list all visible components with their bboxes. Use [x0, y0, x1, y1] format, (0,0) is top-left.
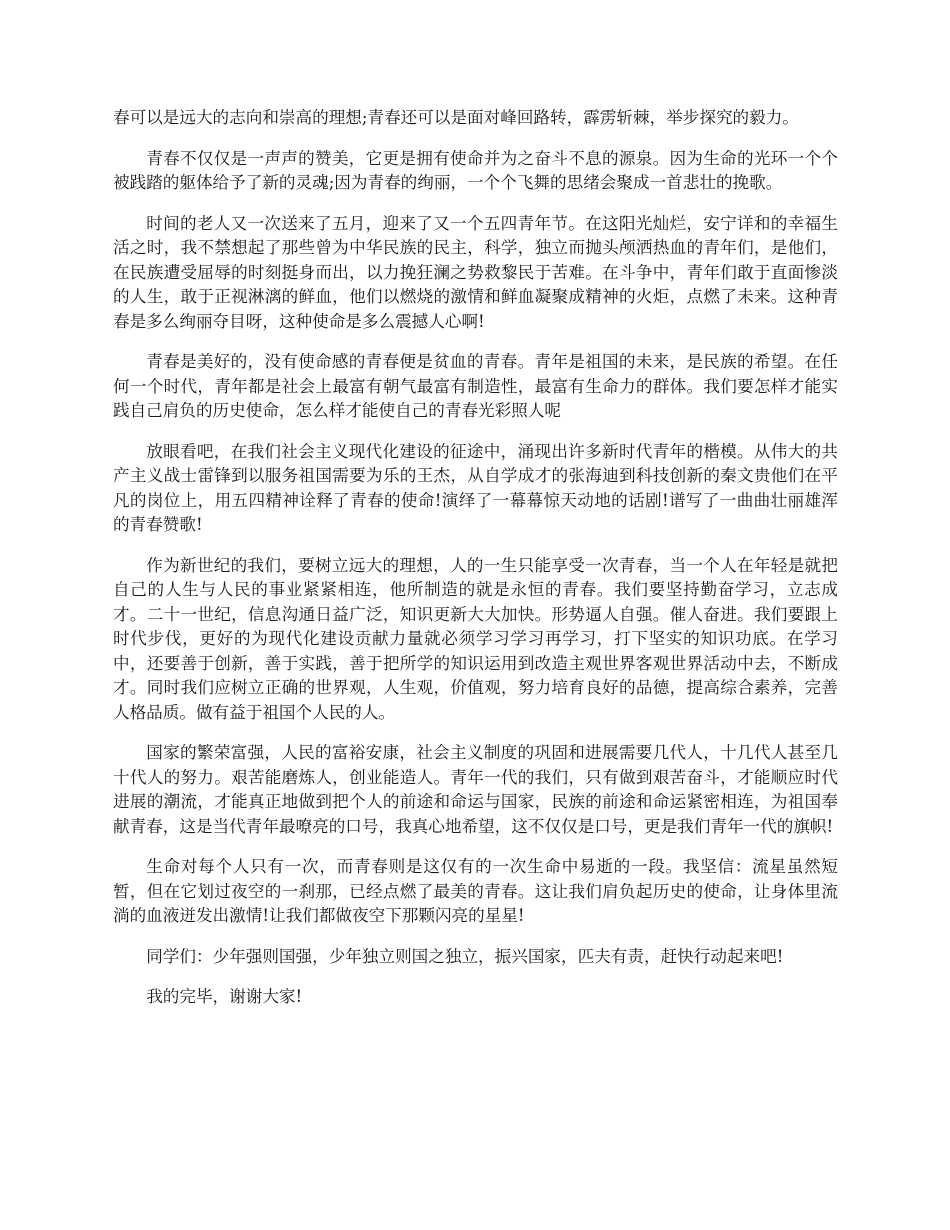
paragraph-6: 作为新世纪的我们，要树立远大的理想，人的一生只能享受一次青春，当一个人在年轻是就把自己的人生与人民的事业紧紧相连，他所制造的就是永恒的青春。我们要坚持勤奋学习，立志成才。二十一世纪，信息沟通日益广泛，知识更新大大加快。形势逼人自强。催人奋进。我们要跟上时代步伐，更好的为现代化建设贡献力量就必须学习学习再学习，打下坚实的知识功底。在学习中，还要善于创新，善于实践，善于把所学的知识运用到改造主观世界客观世界活动中去，不断成才。同时我们应树立正确的世界观，人生观，价值观，努力培育良好的品德，提高综合素养，完善人格品质。做有益于祖国个人民的人。: [113, 555, 838, 722]
paragraph-4: 青春是美好的，没有使命感的青春便是贫血的青春。青年是祖国的未来，是民族的希望。在任何一个时代，青年都是社会上最富有朝气最富有制造性，最富有生命力的群体。我们要怎样才能实践自己肩负的历史使命，怎么样才能使自己的青春光彩照人呢: [113, 352, 838, 420]
paragraph-10: 我的完毕，谢谢大家!: [146, 987, 303, 1006]
paragraph-3: 时间的老人又一次送来了五月，迎来了又一个五四青年节。在这阳光灿烂，安宁详和的幸福生活之时，我不禁想起了那些曾为中华民族的民主，科学，独立而抛头颅洒热血的青年们，是他们，在民族遭受屈辱的时刻挺身而出，以力挽狂澜之势救黎民于苦难。在斗争中，青年们敢于直面惨淡的人生，敢于正视淋漓的鲜血，他们以燃烧的激情和鲜血凝聚成精神的火炬，点燃了未来。这种青春是多么绚丽夺目呀，这种使命是多么震撼人心啊!: [113, 213, 838, 331]
paragraph-1: 春可以是远大的志向和崇高的理想;青春还可以是面对峰回路转，霹雳斩棘，举步探究的毅力。: [113, 108, 799, 127]
document-body: [113, 106, 838, 1026]
paragraph-9: 同学们：少年强则国强，少年独立则国之独立，振兴国家，匹夫有责，赶快行动起来吧!: [146, 946, 784, 966]
paragraph-7: 国家的繁荣富强，人民的富裕安康，社会主义制度的巩固和进展需要几代人，十几代人甚至几十代人的努力。艰苦能磨炼人，创业能造人。青年一代的我们，只有做到艰苦奋斗，才能顺应时代进展的潮流，才能真正地做到把个人的前途和命运与国家，民族的前途和命运紧密相连，为祖国奉献青春，这是当代青年最嘹亮的口号，我真心地希望，这不仅仅是口号，更是我们青年一代的旗帜!: [113, 743, 838, 836]
paragraph-5: 放眼看吧，在我们社会主义现代化建设的征途中，涌现出许多新时代青年的楷模。从伟大的共产主义战士雷锋到以服务祖国需要为乐的王杰，从自学成才的张海迪到科技创新的秦文贵他们在平凡的岗位上，用五四精神诠释了青春的使命!演绎了一幕幕惊天动地的话剧!谱写了一曲曲壮丽雄浑的青春赞歌!: [113, 441, 838, 534]
paragraph-8: 生命对每个人只有一次，而青春则是这仅有的一次生命中易逝的一段。我坚信：流星虽然短暂，但在它划过夜空的一刹那，已经点燃了最美的青春。这让我们肩负起历史的使命，让身体里流淌的血液迸发出激情!让我们都做夜空下那颗闪亮的星星!: [113, 857, 838, 925]
paragraph-2: 青春不仅仅是一声声的赞美，它更是拥有使命并为之奋斗不息的源泉。因为生命的光环一个个被践踏的躯体给予了新的灵魂;因为青春的绚丽，一个个飞舞的思绪会聚成一首悲壮的挽歌。: [113, 148, 838, 192]
